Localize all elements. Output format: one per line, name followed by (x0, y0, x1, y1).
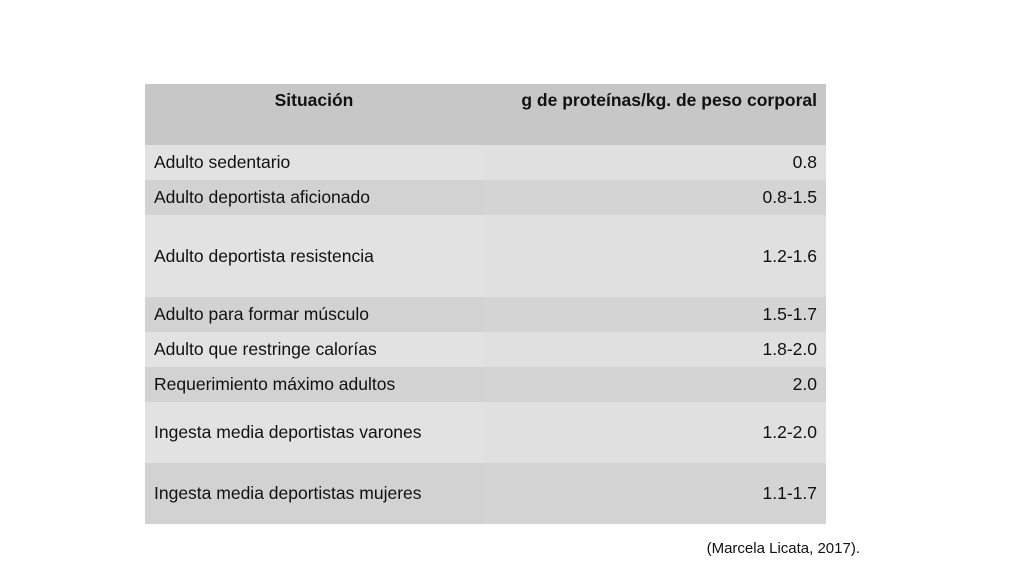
table-row (145, 463, 826, 524)
table-row (145, 145, 826, 180)
row-label: Adulto deportista resistencia (145, 215, 483, 297)
row-value: 1.8-2.0 (483, 332, 826, 367)
row-value: 1.2-1.6 (483, 215, 826, 297)
table-header-row (145, 84, 826, 145)
table-row (145, 215, 826, 297)
citation: (Marcela Licata, 2017). (706, 540, 860, 557)
table-row (145, 180, 826, 215)
row-label: Adulto sedentario (145, 145, 483, 180)
row-label: Requerimiento máximo adultos (145, 367, 483, 402)
table-row (145, 402, 826, 463)
protein-requirements-table (145, 84, 826, 524)
row-label: Ingesta media deportistas mujeres (145, 463, 483, 524)
row-label: Adulto que restringe calorías (145, 332, 483, 367)
row-value: 1.5-1.7 (483, 297, 826, 332)
row-label: Adulto para formar músculo (145, 297, 483, 332)
row-label: Ingesta media deportistas varones (145, 402, 483, 463)
row-label: Adulto deportista aficionado (145, 180, 483, 215)
row-value: 1.1-1.7 (483, 463, 826, 524)
row-value: 2.0 (483, 367, 826, 402)
row-value: 0.8 (483, 145, 826, 180)
row-value: 0.8-1.5 (483, 180, 826, 215)
header-protein-per-kg: g de proteínas/kg. de peso corporal (483, 84, 826, 145)
table-row (145, 297, 826, 332)
table-row (145, 332, 826, 367)
header-situation: Situación (145, 84, 483, 145)
table-row (145, 367, 826, 402)
row-value: 1.2-2.0 (483, 402, 826, 463)
